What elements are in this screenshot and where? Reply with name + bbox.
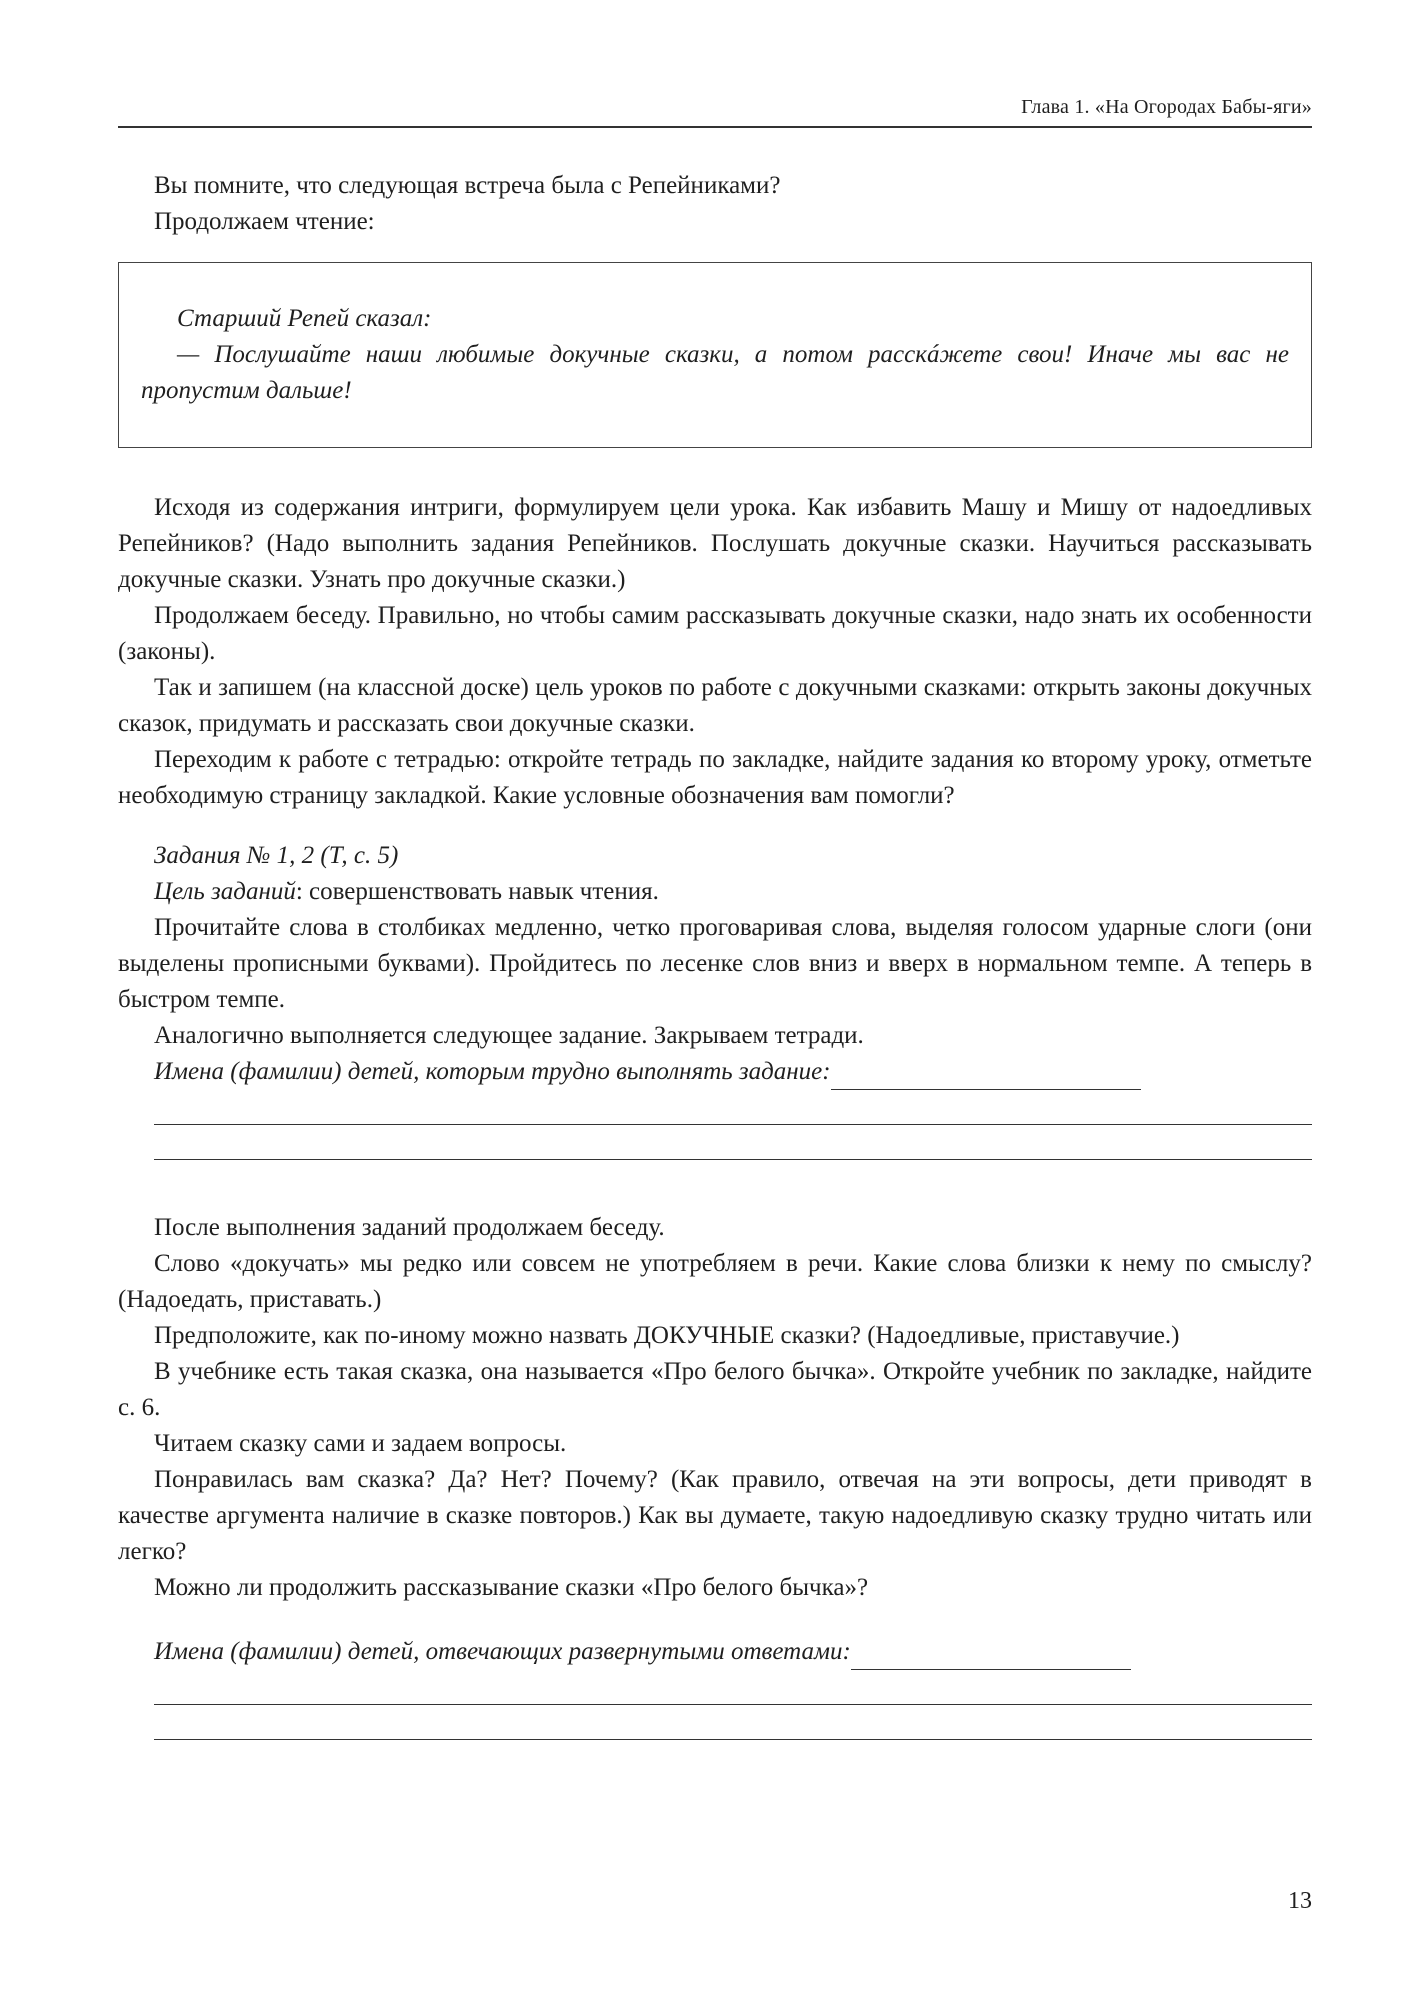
- fill-in-line: [831, 1061, 1141, 1090]
- paragraph: Читаем сказку сами и задаем вопросы.: [154, 1430, 567, 1457]
- fill-in-line: [154, 1705, 1312, 1740]
- tasks-names-label: Имена (фамилии) детей, которым трудно выполнять задание:: [154, 1058, 831, 1085]
- paragraph: В учебнике есть такая сказка, она называется «Про белого бычка». Откройте учебник по закладке, найдите с. 6.: [118, 1358, 1312, 1421]
- tasks-goal-label: Цель заданий: [154, 878, 296, 905]
- spacer: [118, 814, 1312, 838]
- spacer: [118, 1606, 1312, 1634]
- paragraph: Продолжаем беседу. Правильно, но чтобы самим рассказывать докучные сказки, надо знать их особенности (законы).: [118, 602, 1312, 665]
- lesson-goals-section: [118, 490, 1312, 814]
- quote-box: [118, 262, 1312, 448]
- answers-names-label: Имена (фамилии) детей, отвечающих развернутыми ответами:: [154, 1638, 851, 1665]
- fill-in-line: [154, 1090, 1312, 1125]
- header-rule: [118, 126, 1312, 128]
- fill-in-line: [154, 1670, 1312, 1705]
- quote-speaker: Старший Репей сказал:: [177, 305, 432, 332]
- tasks-goal: [118, 874, 1312, 910]
- intro-line-2: Продолжаем чтение:: [154, 208, 375, 235]
- spacer: [118, 1160, 1312, 1210]
- paragraph: Аналогично выполняется следующее задание. Закрываем тетради.: [154, 1022, 864, 1049]
- answers-names-line: [118, 1634, 1312, 1670]
- tasks-section: [118, 838, 1312, 1160]
- paragraph: Прочитайте слова в столбиках медленно, четко проговаривая слова, выделяя голосом ударные слоги (они выделены прописными буквами). Пройдитесь по лесенке слов вниз и вверх в нормальном темпе. А теперь в быстром темпе.: [118, 914, 1312, 1013]
- paragraph: После выполнения заданий продолжаем беседу.: [154, 1214, 665, 1241]
- fill-in-line: [154, 1125, 1312, 1160]
- paragraph: Переходим к работе с тетрадью: откройте тетрадь по закладке, найдите задания ко второму уроку, отметьте необходимую страницу закладкой. Какие условные обозначения вам помогли?: [118, 746, 1312, 809]
- fill-in-line: [851, 1641, 1131, 1670]
- paragraph: Слово «докучать» мы редко или совсем не употребляем в речи. Какие слова близки к нему по смыслу? (Надоедать, приставать.): [118, 1250, 1312, 1313]
- paragraph: Предположите, как по-иному можно назвать ДОКУЧНЫЕ сказки? (Надоедливые, приставучие.): [154, 1322, 1180, 1349]
- tasks-title: Задания № 1, 2 (Т, с. 5): [154, 842, 399, 869]
- intro-line-1: Вы помните, что следующая встреча была с Репейниками?: [154, 172, 781, 199]
- discussion-section: [118, 1210, 1312, 1606]
- quote-speech: — Послушайте наши любимые докучные сказки, а потом расскáжете свои! Иначе мы вас не пропустим дальше!: [141, 341, 1289, 404]
- intro-block: [118, 168, 1312, 240]
- paragraph: Можно ли продолжить рассказывание сказки «Про белого бычка»?: [154, 1574, 869, 1601]
- paragraph: Исходя из содержания интриги, формулируем цели урока. Как избавить Машу и Мишу от надоедливых Репейников? (Надо выполнить задания Репейников. Послушать докучные сказки. Научиться рассказывать докучные сказки. Узнать про докучные сказки.): [118, 494, 1312, 593]
- answers-section: [118, 1634, 1312, 1740]
- page-number: 13: [1288, 1888, 1312, 1914]
- running-header: Глава 1. «На Огородах Бабы-яги»: [1021, 96, 1312, 118]
- paragraph: Так и запишем (на классной доске) цель уроков по работе с докучными сказками: открыть законы докучных сказок, придумать и рассказать свои докучные сказки.: [118, 674, 1312, 737]
- page-content: [118, 168, 1312, 1740]
- tasks-goal-text: : совершенствовать навык чтения.: [295, 878, 659, 905]
- tasks-names-line: [118, 1054, 1312, 1090]
- paragraph: Понравилась вам сказка? Да? Нет? Почему? (Как правило, отвечая на эти вопросы, дети приводят в качестве аргумента наличие в сказке повторов.) Как вы думаете, такую надоедливую сказку трудно читать или легко?: [118, 1466, 1312, 1565]
